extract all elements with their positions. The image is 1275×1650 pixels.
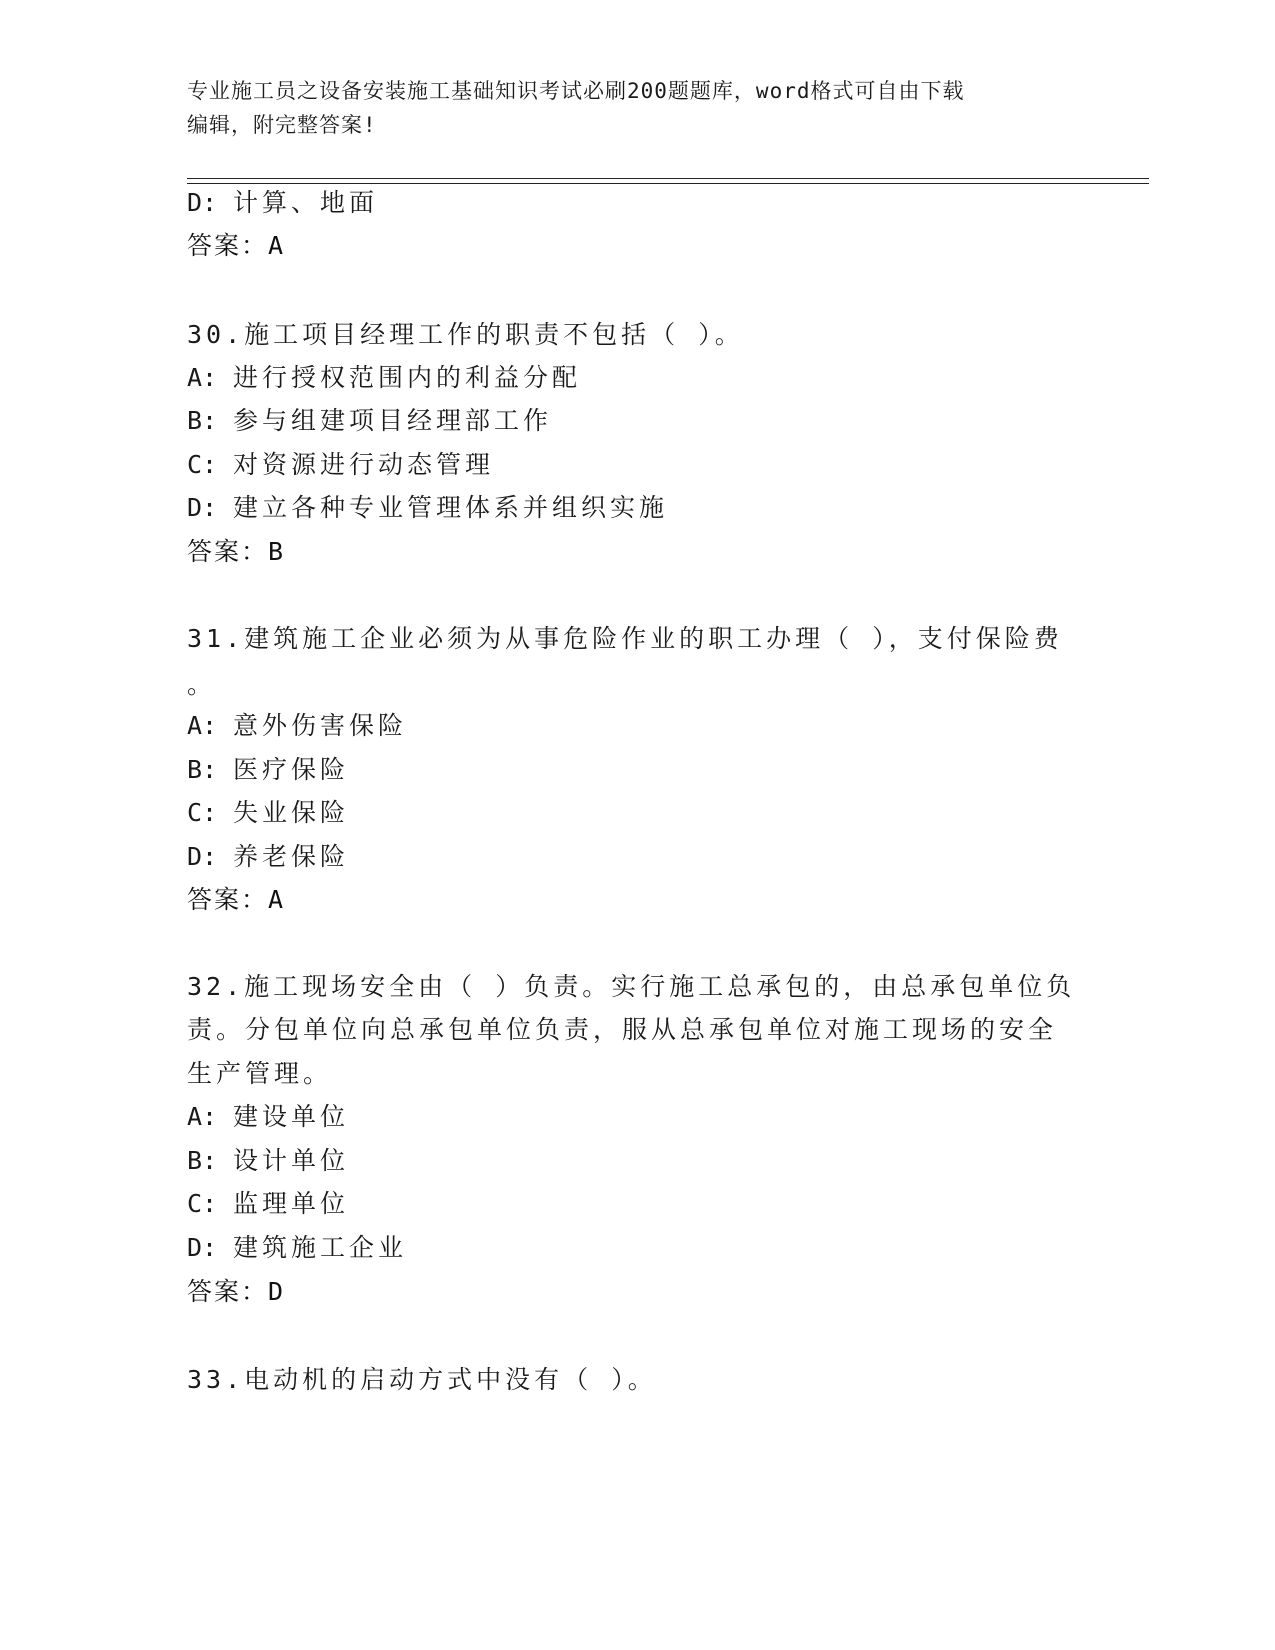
question-stem: 32.施工现场安全由（ ）负责。实行施工总承包的，由总承包单位负 — [187, 972, 1076, 1001]
answer-label: 答案： — [187, 1277, 269, 1306]
option-text: 养老保险 — [233, 842, 350, 871]
option-text: 对资源进行动态管理 — [233, 450, 495, 479]
option-c — [187, 450, 494, 480]
option-letter: A: — [187, 363, 218, 392]
question-stem-continuation: 生产管理。 — [187, 1059, 333, 1088]
option-letter: C: — [187, 1189, 218, 1218]
option-letter: D: — [187, 188, 218, 217]
answer-label: 答案： — [187, 885, 269, 914]
question-stem: 33.电动机的启动方式中没有（ ）。 — [187, 1365, 657, 1394]
option-b — [187, 755, 349, 785]
answer-value: D — [268, 1277, 286, 1306]
option-letter: C: — [187, 450, 218, 479]
option-text: 计算、地面 — [233, 188, 379, 217]
option-text: 意外伤害保险 — [233, 711, 408, 740]
header-divider-bottom — [187, 183, 1149, 184]
option-text: 监理单位 — [233, 1189, 350, 1218]
header-title-line-2: 编辑，附完整答案! — [187, 113, 377, 137]
option-letter: D: — [187, 493, 218, 522]
answer-value: B — [268, 537, 286, 566]
answer-value: A — [268, 231, 286, 260]
option-letter: B: — [187, 406, 218, 435]
answer-line — [187, 537, 285, 567]
question-stem: 30.施工项目经理工作的职责不包括（ ）。 — [187, 320, 744, 349]
question-stem: 31.建筑施工企业必须为从事危险作业的职工办理（ ），支付保险费 — [187, 624, 1063, 653]
answer-label: 答案： — [187, 537, 269, 566]
option-text: 失业保险 — [233, 798, 350, 827]
option-text: 医疗保险 — [233, 755, 350, 784]
answer-label: 答案： — [187, 231, 269, 260]
option-b — [187, 406, 552, 436]
option-text: 建筑施工企业 — [233, 1233, 408, 1262]
option-a — [187, 711, 407, 741]
option-letter: A: — [187, 711, 218, 740]
option-c — [187, 798, 349, 828]
option-letter: A: — [187, 1102, 218, 1131]
option-letter: D: — [187, 1233, 218, 1262]
option-text: 进行授权范围内的利益分配 — [233, 363, 582, 392]
header-divider-top — [187, 178, 1149, 179]
option-a — [187, 1102, 349, 1132]
answer-line — [187, 1277, 285, 1307]
option-d — [187, 1233, 407, 1263]
question-stem-continuation: 责。分包单位向总承包单位负责，服从总承包单位对施工现场的安全 — [187, 1015, 1058, 1044]
option-b — [187, 1146, 349, 1176]
question-stem-continuation: 。 — [187, 670, 217, 699]
option-text: 设计单位 — [233, 1146, 350, 1175]
answer-line — [187, 885, 285, 915]
option-letter: B: — [187, 1146, 218, 1175]
option-letter: B: — [187, 755, 218, 784]
option-d — [187, 493, 668, 523]
option-text: 建设单位 — [233, 1102, 350, 1131]
option-letter: C: — [187, 798, 218, 827]
answer-value: A — [268, 885, 286, 914]
option-c — [187, 1189, 349, 1219]
option-letter: D: — [187, 842, 218, 871]
option-a — [187, 363, 581, 393]
option-d — [187, 842, 349, 872]
document-header — [187, 74, 1087, 142]
header-title-line-1: 专业施工员之设备安装施工基础知识考试必刷200题题库，word格式可自由下载 — [187, 79, 965, 103]
option-text: 参与组建项目经理部工作 — [233, 406, 553, 435]
option-d — [187, 188, 378, 218]
option-text: 建立各种专业管理体系并组织实施 — [233, 493, 669, 522]
answer-line — [187, 231, 285, 261]
